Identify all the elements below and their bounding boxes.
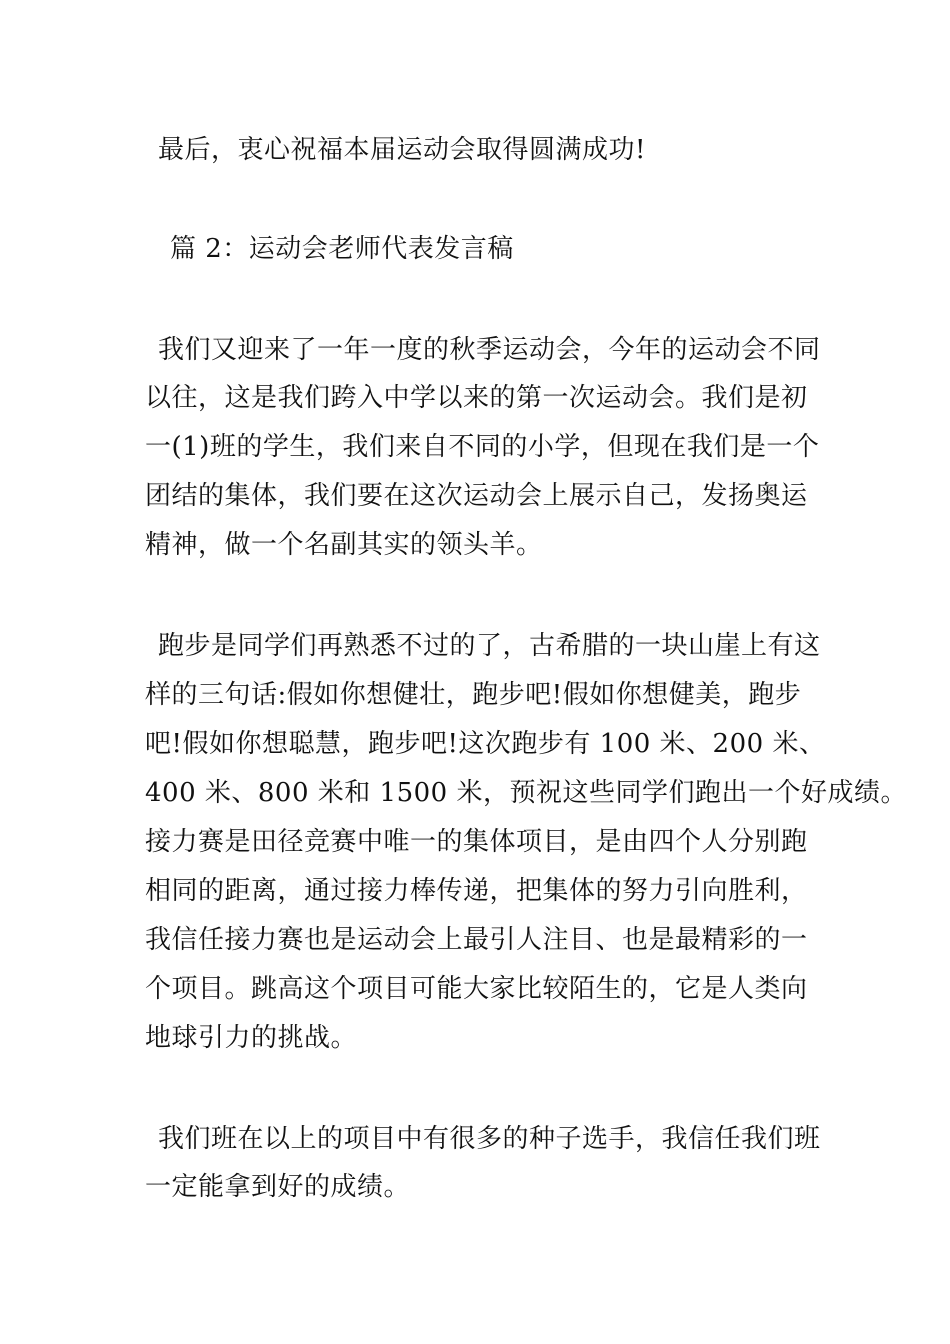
section-heading: 篇 2：运动会老师代表发言稿 [170,234,514,264]
closing-line: 最后，衷心祝福本届运动会取得圆满成功! [158,135,646,165]
paragraph-line: 样的三句话:假如你想健壮，跑步吧!假如你想健美，跑步 [145,680,802,710]
paragraph-line: 400 米、800 米和 1500 米，预祝这些同学们跑出一个好成绩。 [145,778,907,808]
paragraph-line: 个项目。跳高这个项目可能大家比较陌生的，它是人类向 [145,974,808,1004]
paragraph-line: 一(1)班的学生，我们来自不同的小学，但现在我们是一个 [145,432,820,462]
paragraph-line: 精神，做一个名副其实的领头羊。 [145,530,543,560]
paragraph-line: 我信任接力赛也是运动会上最引人注目、也是最精彩的一 [145,925,808,955]
paragraph-line: 一定能拿到好的成绩。 [145,1172,411,1202]
paragraph-line: 相同的距离，通过接力棒传递，把集体的努力引向胜利， [145,876,808,906]
paragraph-line: 吧!假如你想聪慧，跑步吧!这次跑步有 100 米、200 米、 [145,729,826,759]
paragraph-line: 我们班在以上的项目中有很多的种子选手，我信任我们班 [158,1124,821,1154]
paragraph-line: 接力赛是田径竞赛中唯一的集体项目，是由四个人分别跑 [145,827,808,857]
paragraph-line: 以往，这是我们跨入中学以来的第一次运动会。我们是初 [145,383,808,413]
paragraph-line: 团结的集体，我们要在这次运动会上展示自己，发扬奥运 [145,481,808,511]
paragraph-line: 我们又迎来了一年一度的秋季运动会，今年的运动会不同 [158,335,821,365]
paragraph-line: 跑步是同学们再熟悉不过的了，古希腊的一块山崖上有这 [158,631,821,661]
paragraph-line: 地球引力的挑战。 [145,1023,358,1053]
